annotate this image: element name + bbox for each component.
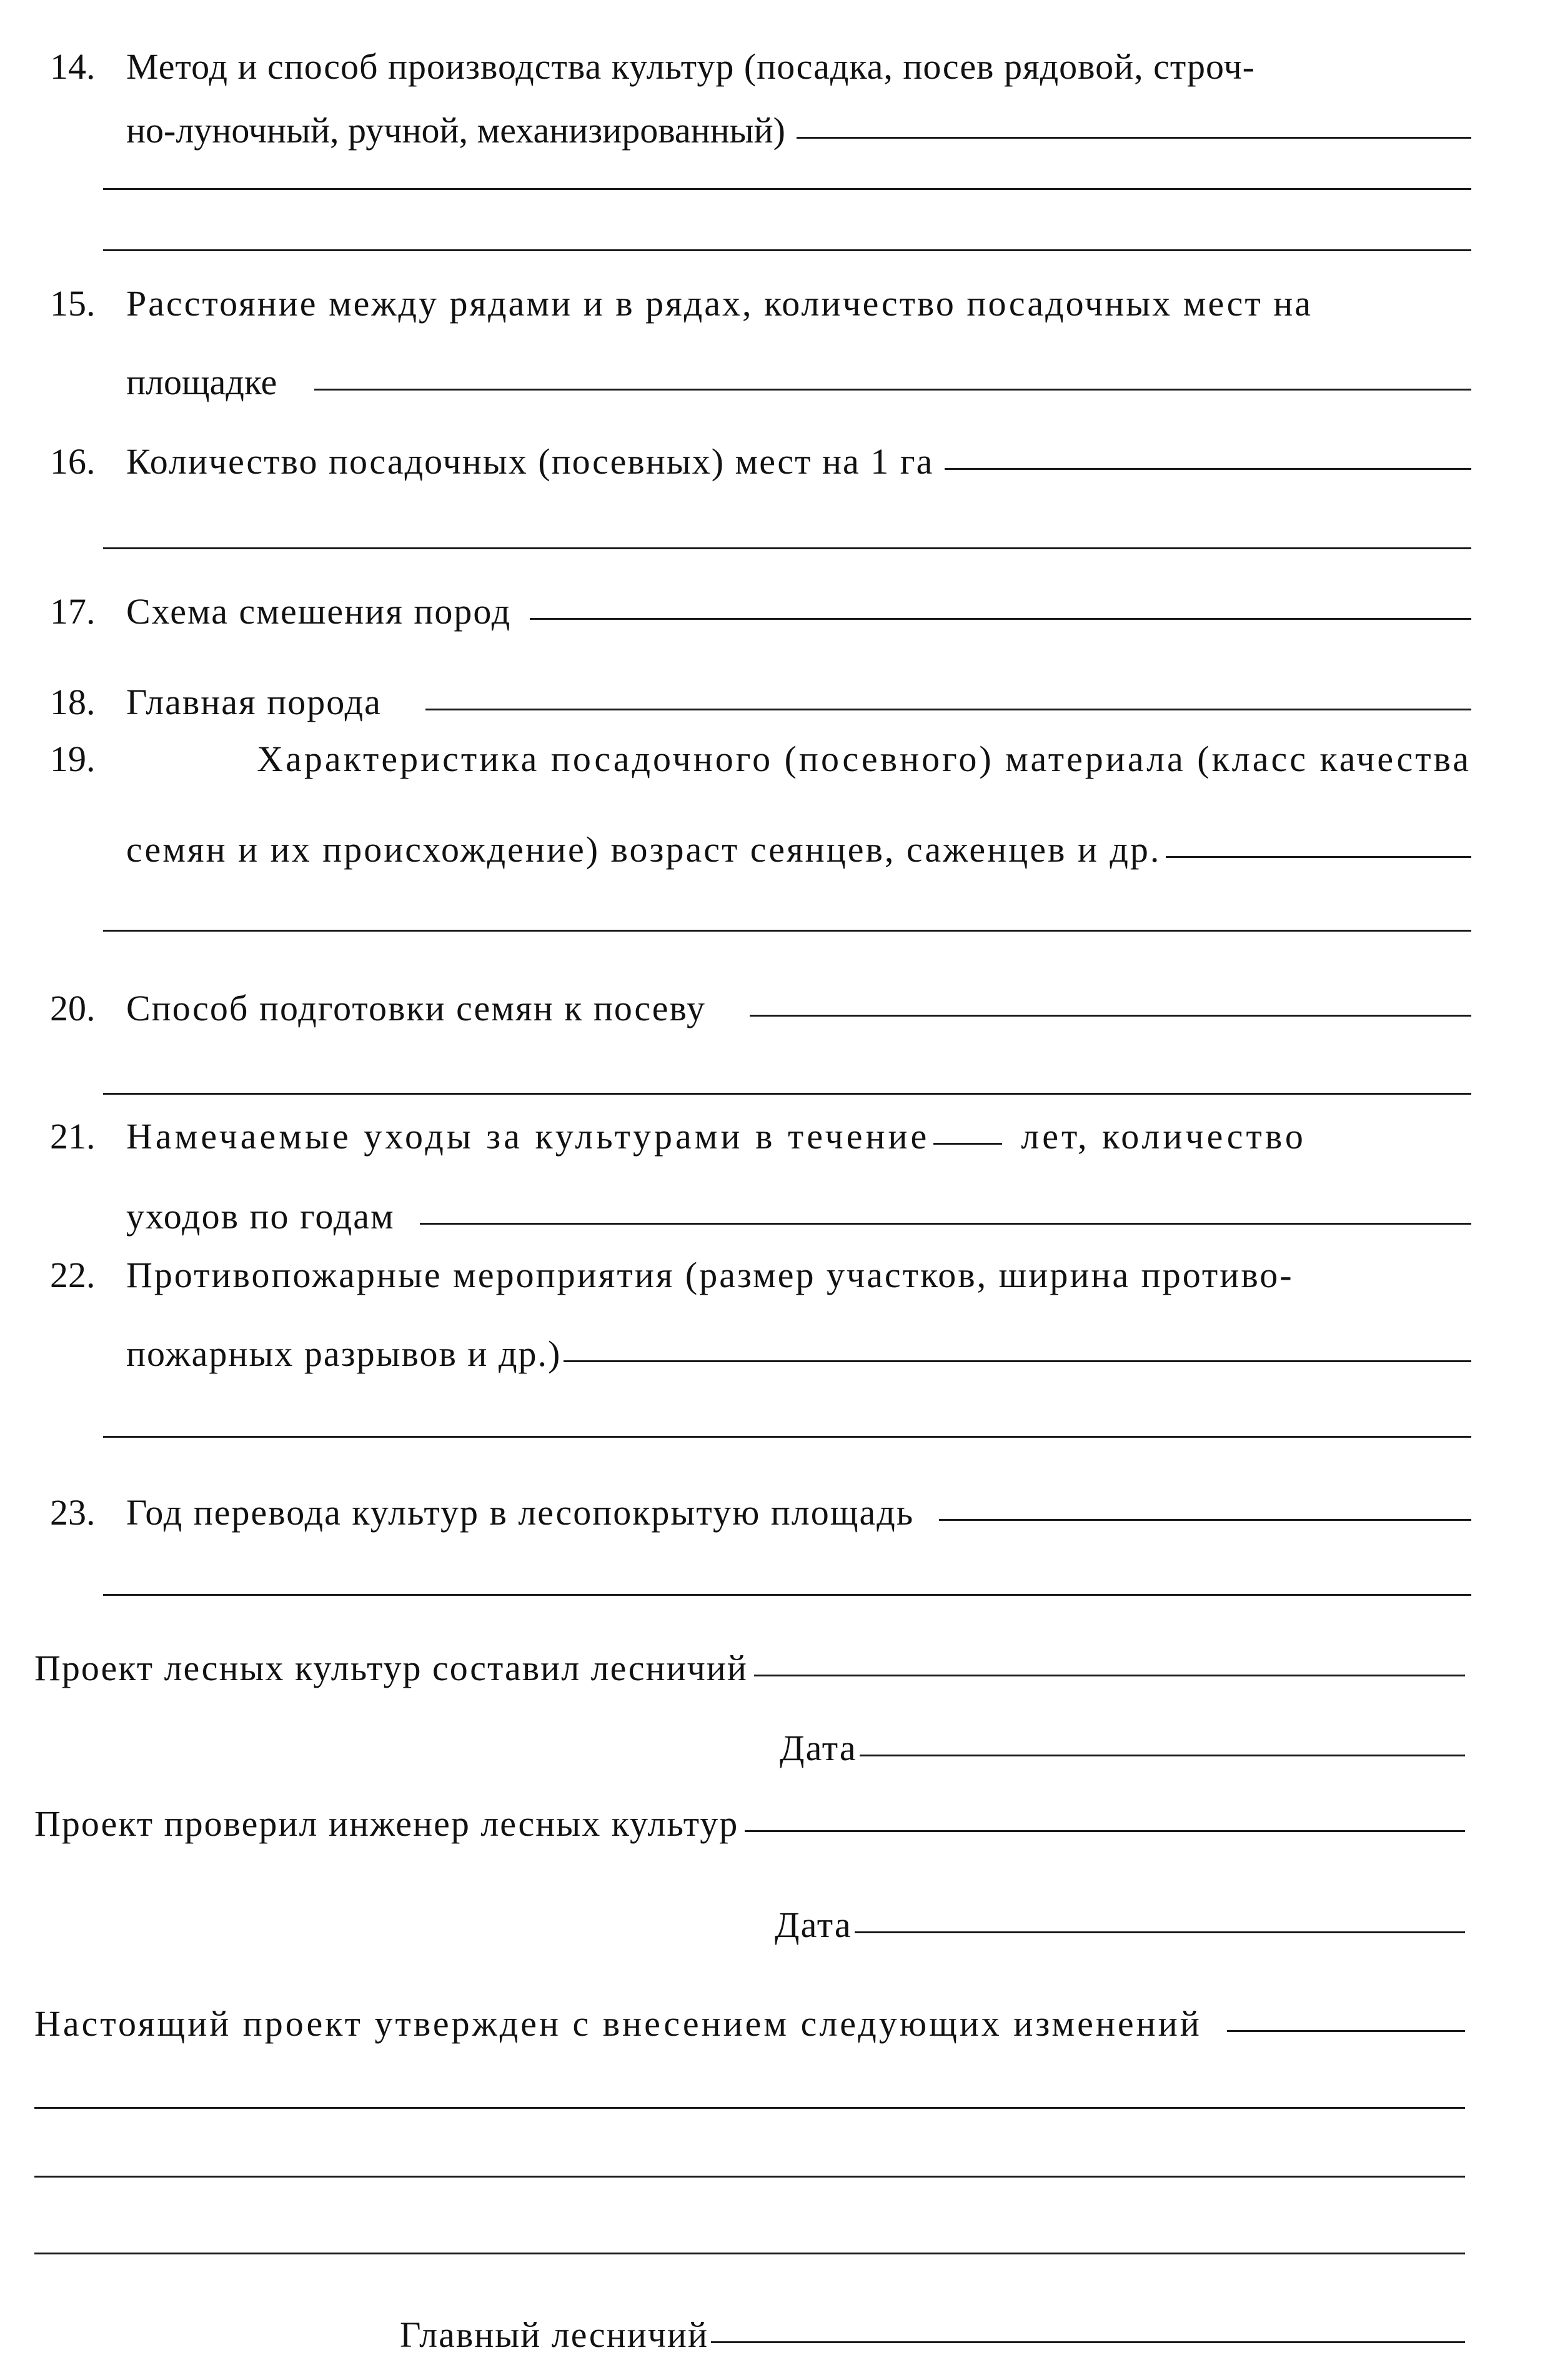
item-number: 17. [50,591,96,632]
item-number: 22. [50,1255,96,1295]
date-label: Дата [775,1904,852,1945]
item-number: 14. [50,46,96,87]
item-14-line-2 [126,112,1471,149]
item-text: лет, количество [1021,1116,1306,1157]
answer-line[interactable] [797,137,1471,139]
answer-line[interactable] [939,1519,1471,1521]
item-22-line-2 [126,1333,1471,1374]
item-number: 18. [50,682,96,722]
item-text: площадке [126,362,277,402]
date-1-line [780,1730,1465,1766]
item-text: Расстояние между рядами и в рядах, количество посадочных мест на [126,283,1313,324]
item-16-line-1 [50,441,1471,482]
item-text: семян и их происхождение) возраст сеянцев, саженцев и др. [126,829,1161,870]
item-text: но-луночный, ручной, механизированный) [126,110,785,151]
chief-label: Главный лесничий [400,2314,708,2355]
item-21-line-2 [126,1198,1471,1235]
item-number: 23. [50,1492,96,1533]
checked-by-line [34,1803,1465,1844]
changes-line[interactable] [34,2176,1465,2178]
item-23-line-1 [50,1492,1471,1533]
answer-line[interactable] [103,188,1471,190]
changes-line[interactable] [34,2253,1465,2254]
chief-line [400,2314,1465,2355]
answer-line[interactable] [750,1015,1471,1017]
item-21-line-1 [50,1118,1471,1155]
answer-line[interactable] [425,709,1471,710]
approved-line [34,2003,1465,2044]
answer-line[interactable] [945,468,1471,470]
item-number: 21. [50,1116,96,1157]
checked-by-label: Проект проверил инженер лесных культур [34,1803,739,1844]
composed-by-line [34,1650,1465,1686]
item-17-line-1 [50,591,1471,632]
item-number: 15. [50,283,96,324]
item-text: Намечаемые уходы за культурами в течение [126,1116,930,1157]
item-text: Схема смешения пород [126,591,512,632]
item-15-line-1 [50,283,1471,324]
signature-line[interactable] [754,1675,1465,1676]
item-text: Способ подготовки семян к посеву [126,988,706,1028]
item-text: Противопожарные мероприятия (размер участков, ширина противо- [126,1255,1294,1295]
item-14-line-1 [50,46,1471,87]
date-2-line [775,1904,1465,1945]
item-text: Количество посадочных (посевных) мест на 1 га [126,441,934,482]
changes-line[interactable] [1227,2030,1465,2032]
answer-line[interactable] [314,389,1471,391]
answer-line[interactable] [103,1093,1471,1095]
item-22-line-1 [50,1257,1471,1293]
changes-line[interactable] [34,2107,1465,2109]
date-line[interactable] [860,1755,1465,1756]
item-text: Год перевода культур в лесопокрытую площадь [126,1492,915,1533]
item-text: Характеристика посадочного (посевного) материала (класс качества [257,739,1471,779]
signature-line[interactable] [711,2341,1465,2343]
item-number: 20. [50,988,96,1028]
date-line[interactable] [855,1931,1465,1933]
signature-line[interactable] [745,1830,1465,1832]
date-label: Дата [780,1728,857,1768]
item-text: пожарных разрывов и др.) [126,1333,562,1374]
item-19-line-1 [50,741,1471,777]
item-19-line-2 [126,829,1471,870]
item-number: 19. [50,739,96,779]
item-20-line-1 [50,990,1471,1027]
item-18-line-1 [50,684,1471,720]
answer-line[interactable] [1166,856,1471,858]
answer-line[interactable] [564,1360,1471,1362]
answer-line[interactable] [420,1223,1471,1225]
item-text: Главная порода [126,682,382,722]
answer-line[interactable] [103,1594,1471,1596]
answer-line[interactable] [530,618,1471,620]
item-number: 16. [50,441,96,482]
answer-line[interactable] [103,249,1471,251]
answer-line[interactable] [103,1436,1471,1438]
composed-by-label: Проект лесных культур составил лесничий [34,1648,748,1688]
answer-line[interactable] [103,930,1471,932]
approved-label: Настоящий проект утвержден с внесением следующих изменений [34,2003,1202,2044]
answer-line[interactable] [933,1143,1002,1145]
item-text: Метод и способ производства культур (посадка, посев рядовой, строч- [126,46,1255,87]
answer-line[interactable] [103,547,1471,549]
item-15-line-2 [126,364,1471,401]
item-text: уходов по годам [126,1196,395,1237]
